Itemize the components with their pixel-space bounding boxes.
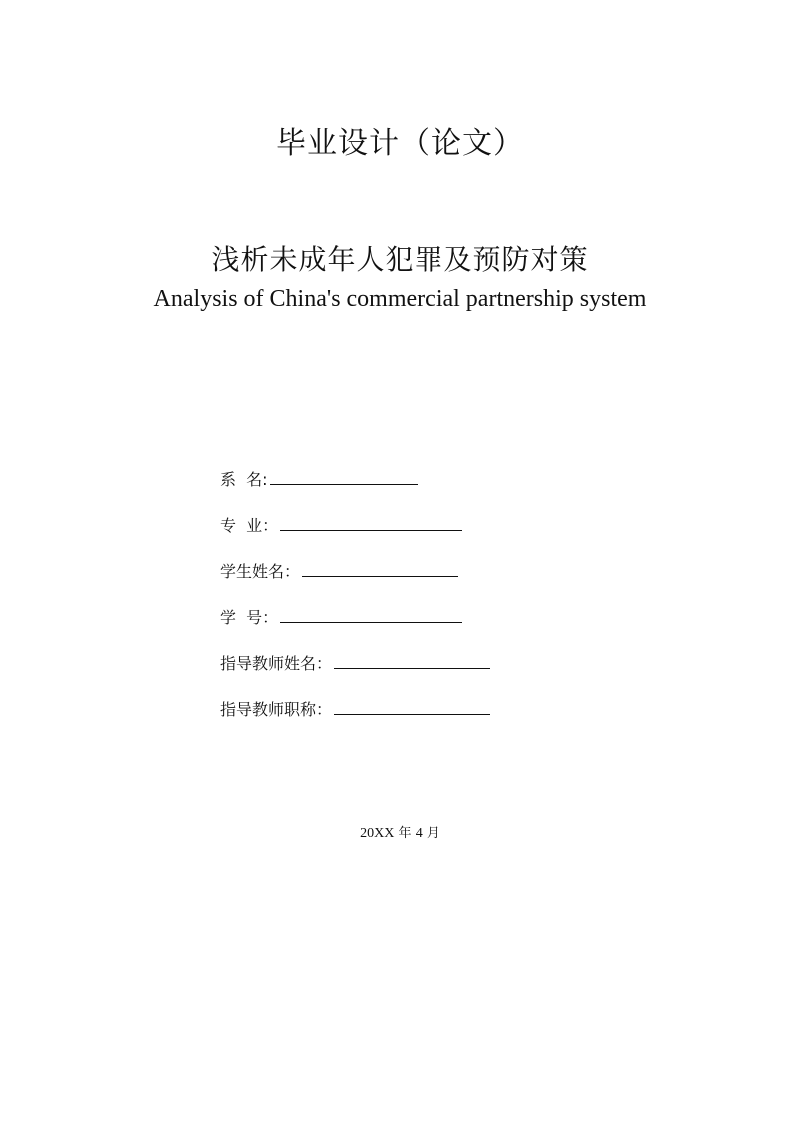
department-blank-line [270, 466, 418, 485]
info-fields [220, 466, 580, 742]
advisor-title-blank-line [334, 696, 490, 715]
field-label: 指导教师姓名： [220, 654, 333, 673]
student-name-blank-line [302, 558, 458, 577]
field-department [220, 466, 580, 512]
thesis-title-en: Analysis of China's commercial partnership system [153, 286, 647, 312]
submission-date [0, 822, 800, 842]
thesis-title-cn: 浅析未成年人犯罪及预防对策 [211, 243, 589, 276]
major-blank-line [280, 512, 462, 531]
field-advisor-name [220, 650, 580, 696]
date-year-unit: 年 [398, 826, 412, 841]
date-year: 20XX [360, 826, 395, 841]
date-month: 4 [415, 826, 423, 841]
field-student-name [220, 558, 580, 604]
student-id-blank-line [280, 604, 462, 623]
field-advisor-title [220, 696, 580, 742]
field-student-id [220, 604, 580, 650]
field-label: 学生姓名： [220, 562, 301, 581]
advisor-name-blank-line [334, 650, 490, 669]
field-label: 指导教师职称： [220, 700, 333, 719]
field-label: 专 业： [220, 516, 279, 535]
field-label: 系 名: [220, 470, 268, 489]
field-label: 学 号： [220, 608, 279, 627]
field-major [220, 512, 580, 558]
main-title: 毕业设计（论文） [276, 126, 524, 161]
date-month-unit: 月 [426, 826, 440, 841]
